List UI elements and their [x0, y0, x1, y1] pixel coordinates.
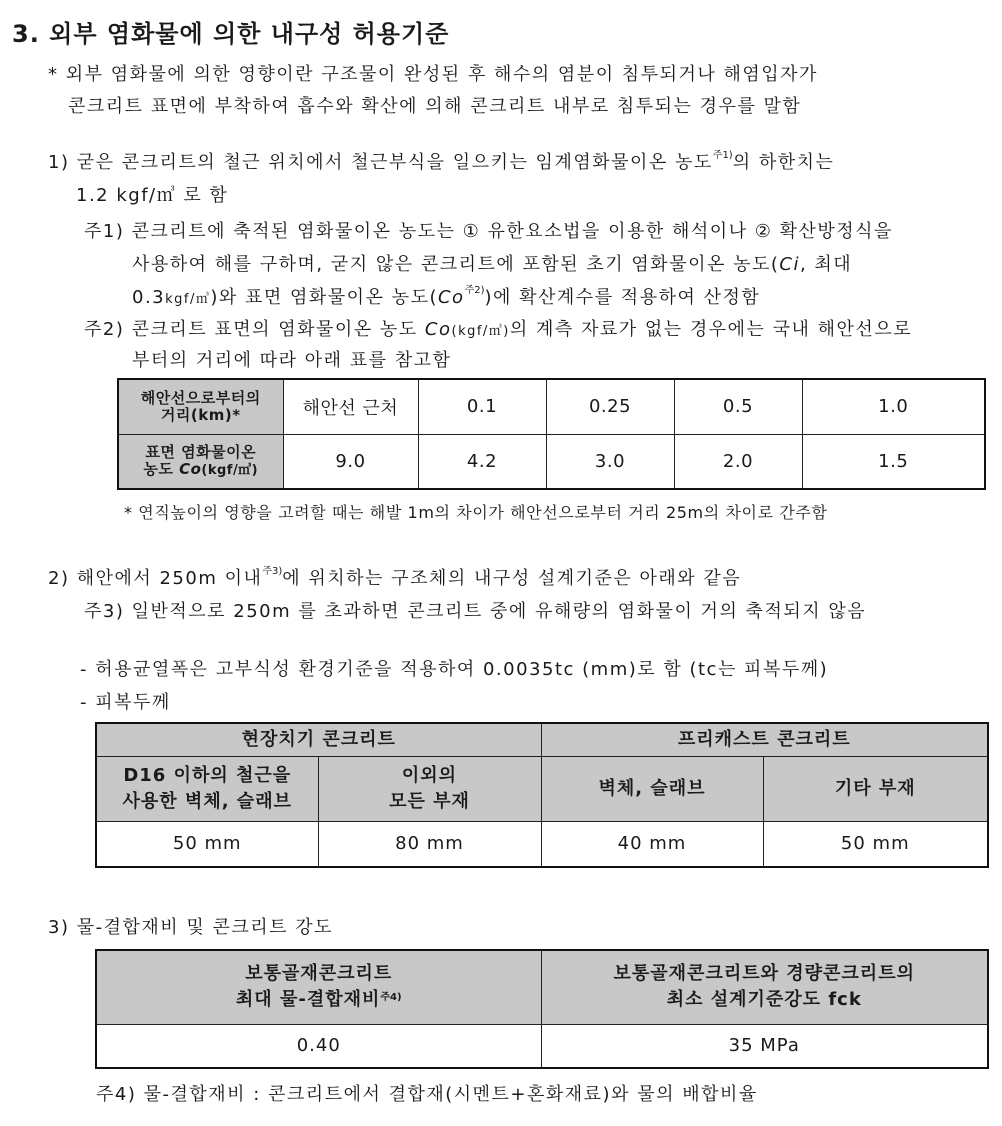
table-1-footnote: * 연직높이의 영향을 고려할 때는 해발 1m의 차이가 해안선으로부터 거리 25m의 차이로 간주함 [124, 503, 828, 522]
item-3-title: 3) 물-결합재비 및 콘크리트 강도 [48, 917, 334, 938]
footnote-ref-1: 주1) [712, 150, 733, 161]
footnote-ref-3: 주3) [262, 566, 283, 577]
item-2-text-tail: 에 위치하는 구조체의 내구성 설계기준은 아래와 같음 [282, 568, 742, 589]
note-4: 주4) 물-결합재비 : 콘크리트에서 결합재(시멘트+혼화재료)와 물의 배합비율 [96, 1084, 758, 1105]
note-1-line-3-tail: )에 확산계수를 적용하여 산정함 [484, 287, 761, 308]
table-cell: 50 mm [763, 821, 988, 867]
cover-thickness-table [95, 722, 989, 868]
note-1-line-2 [132, 250, 852, 276]
water-binder-table [95, 949, 989, 1069]
item-2-line-1 [48, 564, 741, 590]
table-cell: 0.1 [418, 379, 546, 434]
table-cell: 80 mm [318, 821, 541, 867]
note-1-line-2-tail: , 최대 [799, 254, 853, 275]
item-1-text-tail: 의 하한치는 [732, 152, 835, 173]
footnote-ref-2: 주2) [464, 285, 485, 296]
distance-header: 해안선으로부터의 거리(km)* [118, 379, 283, 434]
note-2-line-2: 부터의 거리에 따라 아래 표를 참고함 [132, 350, 452, 371]
precast-other-header: 기타 부재 [763, 756, 988, 821]
table-cell: 해안선 근처 [283, 379, 418, 434]
note-1-line-2-text: 사용하여 해를 구하며, 굳지 않은 콘크리트에 포함된 초기 염화물이온 농도( [132, 254, 780, 275]
note-2-line-1 [84, 315, 912, 341]
co-symbol: Co [437, 287, 465, 308]
item-2-text: 2) 해안에서 250m 이내 [48, 568, 263, 589]
note-2-text-tail: 의 계측 자료가 없는 경우에는 국내 해안선으로 [509, 319, 913, 340]
note-1-line-3-mid: )와 표면 염화물이온 농도( [210, 287, 438, 308]
table-row [118, 434, 985, 489]
note-3: 주3) 일반적으로 250m 를 초과하면 콘크리트 중에 유해량의 염화물이 거의 축적되지 않음 [84, 601, 867, 622]
table-cell: 1.5 [802, 434, 985, 489]
table-cell: 0.40 [96, 1024, 541, 1068]
table-row [118, 379, 985, 434]
unit-kgf: kgf/㎥ [165, 292, 211, 307]
table-cell: 50 mm [96, 821, 318, 867]
intro-line-1: * 외부 염화물에 의한 영향이란 구조물이 완성된 후 해수의 염분이 침투되거나 해염입자가 [48, 64, 818, 85]
item-1-text: 1) 굳은 콘크리트의 철근 위치에서 철근부식을 일으키는 임계염화물이온 농도 [48, 152, 713, 173]
table-cell: 0.5 [674, 379, 802, 434]
d16-wall-slab-header: D16 이하의 철근을 사용한 벽체, 슬래브 [96, 756, 318, 821]
table-row [96, 1024, 988, 1068]
table-cell: 1.0 [802, 379, 985, 434]
note-2-text: 주2) 콘크리트 표면의 염화물이온 농도 [84, 319, 425, 340]
item-1-line-1 [48, 148, 834, 174]
table-cell: 40 mm [541, 821, 763, 867]
coastal-distance-table [117, 378, 986, 490]
table-cell: 4.2 [418, 434, 546, 489]
table-cell: 3.0 [546, 434, 674, 489]
precast-header: 프리캐스트 콘크리트 [541, 723, 988, 756]
table-cell: 9.0 [283, 434, 418, 489]
cast-in-place-header: 현장치기 콘크리트 [96, 723, 541, 756]
other-members-header: 이외의 모든 부재 [318, 756, 541, 821]
table-row [96, 950, 988, 1024]
max-wb-ratio-header: 보통골재콘크리트 최대 물-결합재비$^{주4)}$ [96, 950, 541, 1024]
table-cell: 35 MPa [541, 1024, 988, 1068]
ci-symbol: Ci [779, 254, 800, 275]
table-cell: 0.25 [546, 379, 674, 434]
table-row [96, 756, 988, 821]
intro-line-2: 콘크리트 표면에 부착하여 흡수와 확산에 의해 콘크리트 내부로 침투되는 경우를 말함 [68, 96, 802, 117]
bullet-cover-thickness: - 피복두께 [80, 692, 171, 713]
concentration-header: 표면 염화물이온 농도 Co(kgf/㎥) [118, 434, 283, 489]
page-title: 3. 외부 염화물에 의한 내구성 허용기준 [12, 20, 450, 48]
item-1-line-2: 1.2 kgf/㎥ 로 함 [76, 185, 229, 206]
unit-kgf-2: (kgf/㎥) [451, 324, 510, 339]
bullet-crack-width: - 허용균열폭은 고부식성 환경기준을 적용하여 0.0035tc (mm)로 함 (tc는 피복두께) [80, 659, 829, 680]
co-symbol-2: Co [424, 319, 452, 340]
table-row [96, 821, 988, 867]
table-row [96, 723, 988, 756]
note-1-line-3 [132, 283, 760, 309]
note-1-line-3-num: 0.3 [132, 287, 166, 308]
note-1-line-1: 주1) 콘크리트에 축적된 염화물이온 농도는 ① 유한요소법을 이용한 해석이나 ② 확산방정식을 [84, 221, 893, 242]
precast-wall-slab-header: 벽체, 슬래브 [541, 756, 763, 821]
table-cell: 2.0 [674, 434, 802, 489]
min-strength-header: 보통골재콘크리트와 경량콘크리트의 최소 설계기준강도 fck [541, 950, 988, 1024]
